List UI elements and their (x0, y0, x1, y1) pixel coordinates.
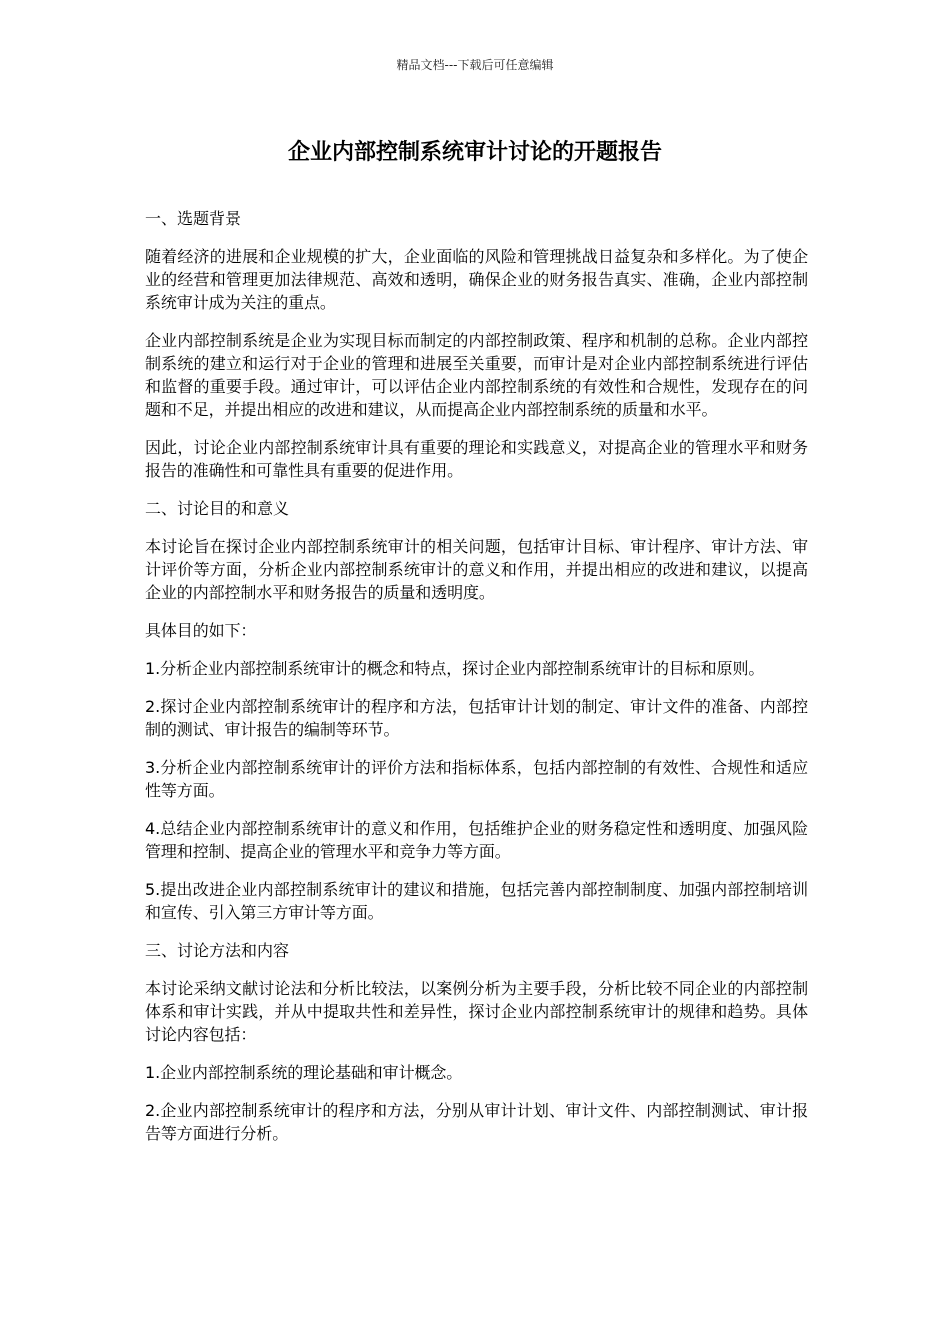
header-note: 精品文档---下载后可任意编辑 (396, 58, 554, 72)
list-item: 2.探讨企业内部控制系统审计的程序和方法，包括审计计划的制定、审计文件的准备、内部控制的测试、审计报告的编制等环节。 (145, 697, 808, 739)
document-title: 企业内部控制系统审计讨论的开题报告 (287, 140, 662, 165)
paragraph: 具体目的如下： (145, 621, 257, 640)
paragraph: 企业内部控制系统是企业为实现目标而制定的内部控制政策、程序和机制的总称。企业内部控制系统的建立和运行对于企业的管理和进展至关重要，而审计是对企业内部控制系统进行评估和监督的重要手段。通过审计，可以评估企业内部控制系统的有效性和合规性，发现存在的问题和不足，并提出相应的改进和建议，从而提高企业内部控制系统的质量和水平。 (145, 331, 808, 419)
document-body (145, 207, 808, 1160)
paragraph: 因此，讨论企业内部控制系统审计具有重要的理论和实践意义，对提高企业的管理水平和财务报告的准确性和可靠性具有重要的促进作用。 (145, 438, 808, 480)
list-item: 1.企业内部控制系统的理论基础和审计概念。 (145, 1063, 463, 1082)
list-item: 3.分析企业内部控制系统审计的评价方法和指标体系，包括内部控制的有效性、合规性和适应性等方面。 (145, 758, 808, 800)
list-item: 5.提出改进企业内部控制系统审计的建议和措施，包括完善内部控制制度、加强内部控制培训和宣传、引入第三方审计等方面。 (145, 880, 808, 922)
section-heading-method: 三、讨论方法和内容 (145, 941, 290, 960)
paragraph: 本讨论旨在探讨企业内部控制系统审计的相关问题，包括审计目标、审计程序、审计方法、审计评价等方面，分析企业内部控制系统审计的意义和作用，并提出相应的改进和建议，以提高企业的内部控制水平和财务报告的质量和透明度。 (145, 537, 808, 602)
list-item: 1.分析企业内部控制系统审计的概念和特点，探讨企业内部控制系统审计的目标和原则。 (145, 659, 765, 678)
list-item: 4.总结企业内部控制系统审计的意义和作用，包括维护企业的财务稳定性和透明度、加强风险管理和控制、提高企业的管理水平和竞争力等方面。 (145, 819, 808, 861)
list-item: 2.企业内部控制系统审计的程序和方法，分别从审计计划、审计文件、内部控制测试、审计报告等方面进行分析。 (145, 1101, 808, 1143)
section-heading-background: 一、选题背景 (145, 209, 242, 228)
paragraph: 本讨论采纳文献讨论法和分析比较法，以案例分析为主要手段，分析比较不同企业的内部控制体系和审计实践，并从中提取共性和差异性，探讨企业内部控制系统审计的规律和趋势。具体讨论内容包括： (145, 979, 808, 1044)
section-heading-purpose: 二、讨论目的和意义 (145, 499, 290, 518)
paragraph: 随着经济的进展和企业规模的扩大，企业面临的风险和管理挑战日益复杂和多样化。为了使企业的经营和管理更加法律规范、高效和透明，确保企业的财务报告真实、准确，企业内部控制系统审计成为关注的重点。 (145, 247, 808, 312)
